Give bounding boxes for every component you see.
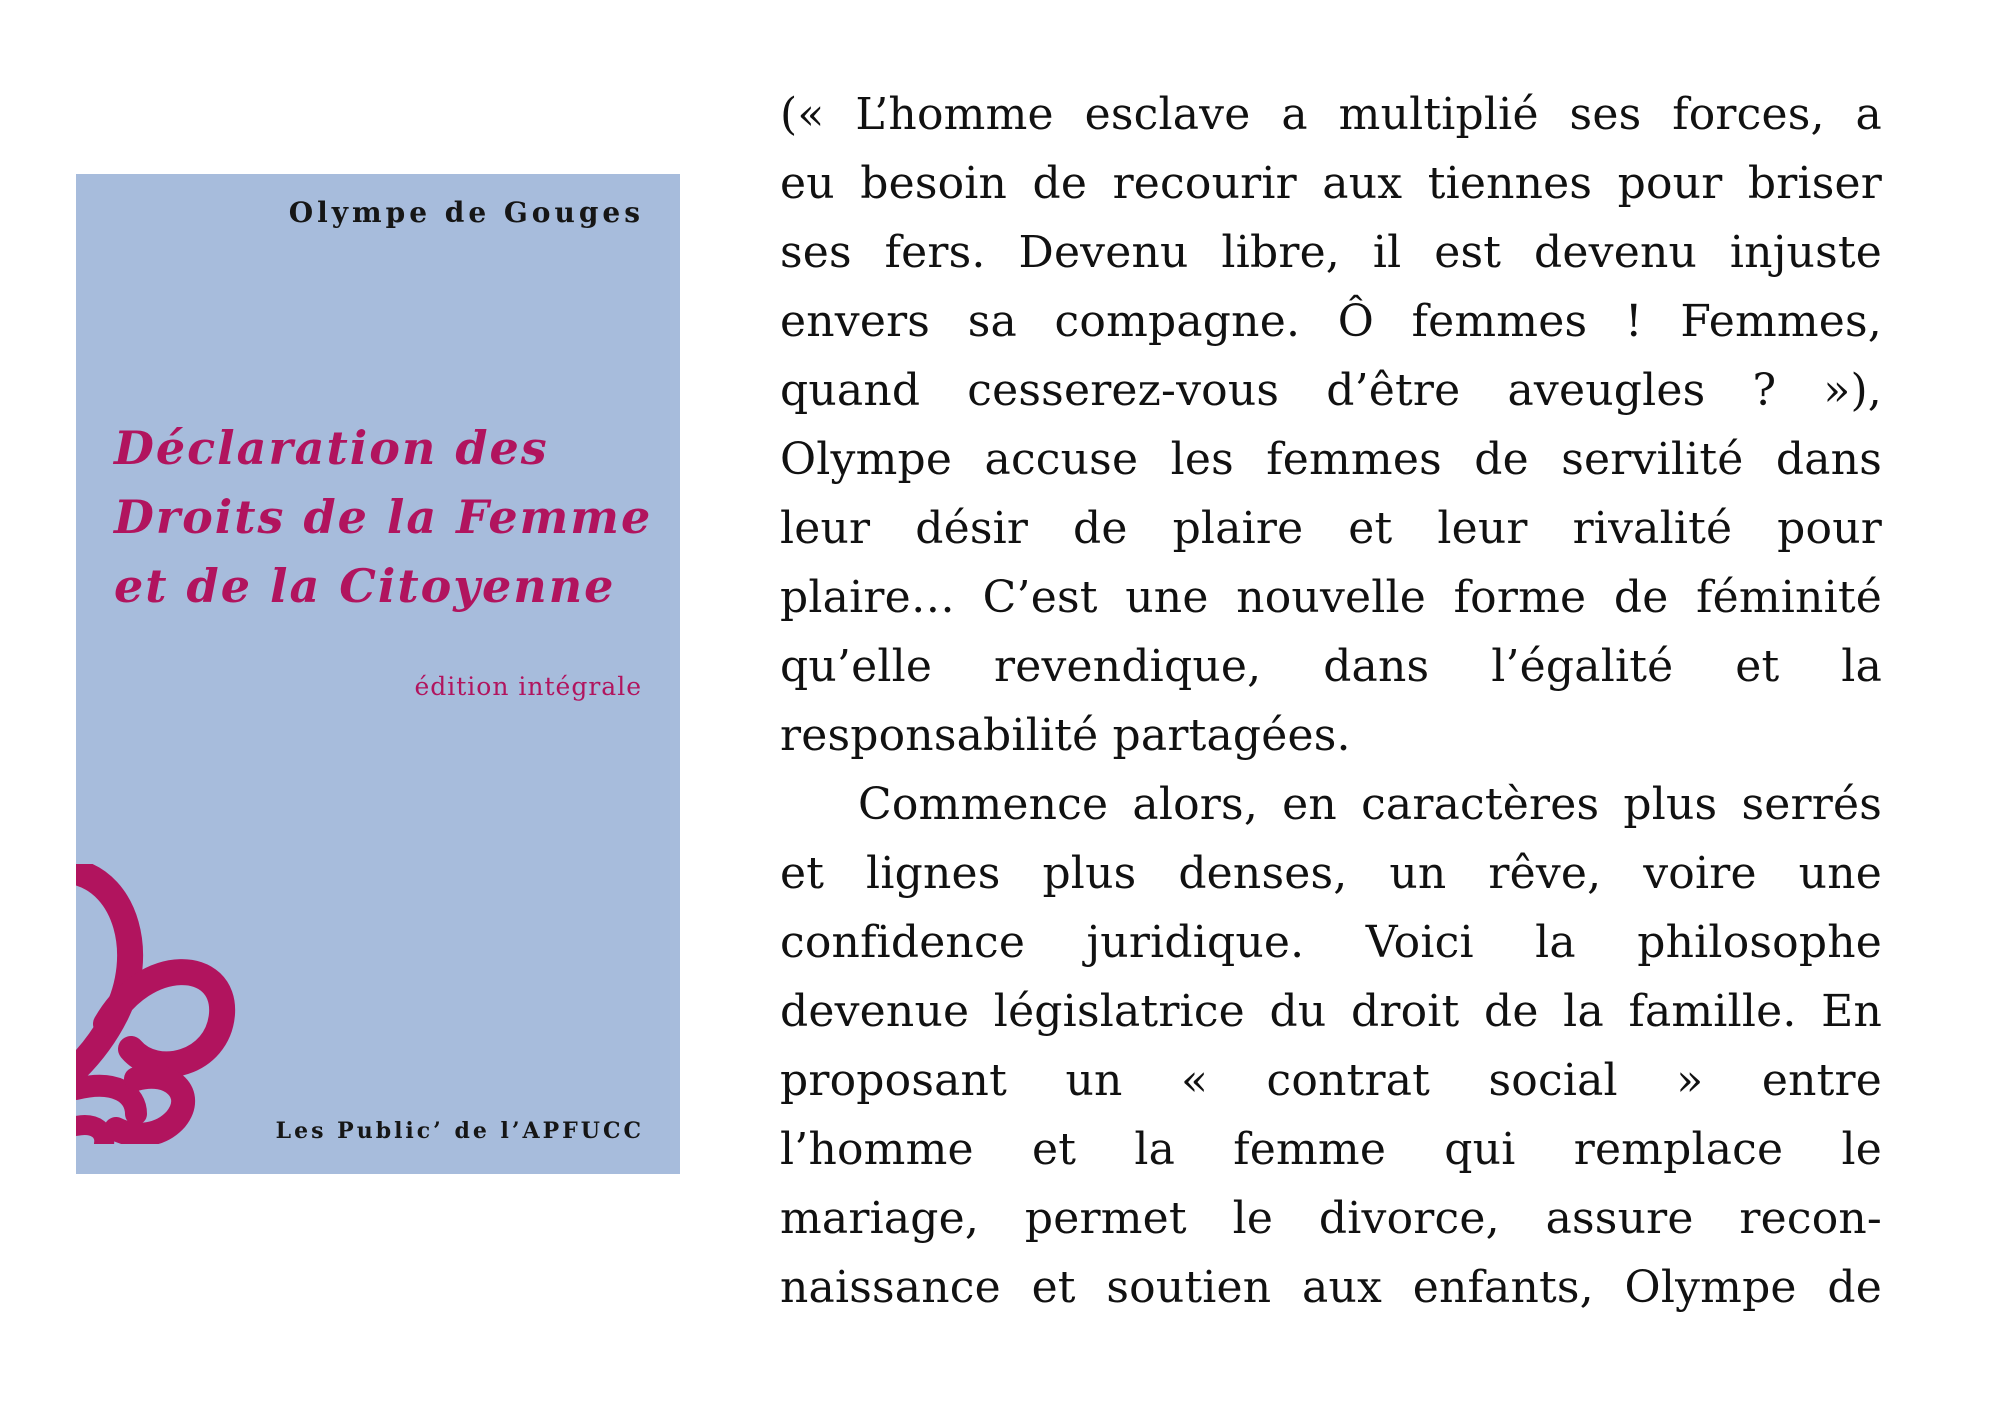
text-line: plaire… C’est une nouvelle forme de féminité xyxy=(780,572,1882,623)
text-line: quand cesserez-vous d’être aveugles ? »), xyxy=(780,365,1882,416)
text-line: responsabilité partagées. xyxy=(780,710,1351,761)
text-line: devenue législatrice du droit de la famille. En xyxy=(780,986,1882,1037)
cover-title-line: Déclaration des xyxy=(114,421,549,475)
text-line: envers sa compagne. Ô femmes ! Femmes, xyxy=(780,296,1882,347)
text-line: leur désir de plaire et leur rivalité pour xyxy=(780,503,1882,554)
text-line: mariage, permet le divorce, assure recon- xyxy=(780,1193,1882,1244)
cover-author: Olympe de Gouges xyxy=(288,196,644,229)
text-line: qu’elle revendique, dans l’égalité et la xyxy=(780,641,1882,692)
text-line: eu besoin de recourir aux tiennes pour briser xyxy=(780,158,1882,209)
text-line: proposant un « contrat social » entre xyxy=(780,1055,1882,1106)
cover-title xyxy=(114,414,674,621)
cover-edition: édition intégrale xyxy=(414,672,642,701)
cover-publisher: Les Public’ de l’APFUCC xyxy=(275,1118,644,1144)
paragraph xyxy=(780,770,1882,1322)
text-line: confidence juridique. Voici la philosophe xyxy=(780,917,1882,968)
body-text xyxy=(780,80,1882,1322)
text-line: (« L’homme esclave a multiplié ses forces, a xyxy=(780,89,1882,140)
text-line: l’homme et la femme qui remplace le xyxy=(780,1124,1882,1175)
text-line: Olympe accuse les femmes de servilité dans xyxy=(780,434,1882,485)
fleur-de-lis-knot-icon xyxy=(76,864,236,1144)
text-line: ses fers. Devenu libre, il est devenu injuste xyxy=(780,227,1882,278)
cover-title-line: Droits de la Femme xyxy=(114,490,653,544)
text-line: et lignes plus denses, un rêve, voire une xyxy=(780,848,1882,899)
book-cover xyxy=(76,174,680,1174)
paragraph xyxy=(780,80,1882,770)
text-line: Commence alors, en caractères plus serrés xyxy=(858,779,1882,830)
cover-title-line: et de la Citoyenne xyxy=(114,559,616,613)
text-line: naissance et soutien aux enfants, Olympe de xyxy=(780,1262,1882,1313)
